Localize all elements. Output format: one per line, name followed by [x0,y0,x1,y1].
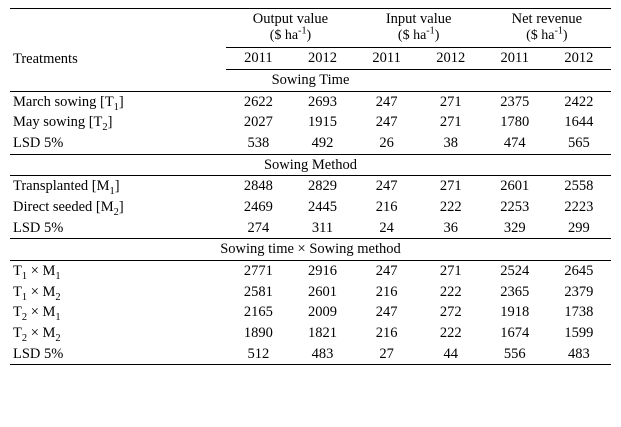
header-year-net-2011: 2011 [483,48,547,70]
row-label-t1-m2: $T_1 \times M_2$ [13,283,61,303]
cell-value: 1599 [564,324,594,341]
header-group-input-value-label: Input value [385,11,452,27]
cell-value: 216 [375,198,398,215]
cell-value: 222 [439,283,462,300]
cell-value: 2223 [564,198,594,215]
section-title-row [10,154,611,176]
cell-value: 216 [375,283,398,300]
cell-value: 1915 [308,114,337,131]
cell-value: 2253 [500,198,530,215]
table-row [10,282,611,303]
cell-value: 1918 [500,304,530,321]
row-label-transplanted: Transplanted $[M_1]$ [13,178,120,198]
header-year-output-2012: 2012 [290,48,354,70]
cell-value: 2379 [564,283,594,300]
cell-value: 483 [547,344,611,365]
cell-value: 247 [375,178,398,195]
row-label-march-sowing: March sowing $[T_1]$ [13,93,124,113]
section-title-row [10,239,611,261]
table-row [10,344,611,365]
cell-value: 2165 [243,304,273,321]
header-group-net-revenue-unit: ($ $ha^{-1}$) [526,25,568,44]
cell-value: 26 [355,133,419,154]
section-title-sowing-time: Sowing Time [10,69,611,91]
cell-value: 538 [226,133,290,154]
cell-value: 492 [290,133,354,154]
cell-value: 2027 [243,114,273,131]
cell-value: 274 [226,218,290,239]
cell-value: 36 [419,218,483,239]
table-row [10,218,611,239]
header-year-output-2011: 2011 [226,48,290,70]
table-row [10,133,611,154]
cell-value: 271 [439,178,462,195]
row-label-lsd-sowing-method: LSD 5% [10,218,226,239]
row-label-t2-m2: $T_2 \times M_2$ [13,324,61,344]
header-group-output-value-label: Output value [252,11,329,27]
cell-value: 565 [547,133,611,154]
cell-value: 271 [439,262,462,279]
cell-value: 2365 [500,283,530,300]
cell-value: 2601 [308,283,337,300]
cell-value: 2469 [243,198,273,215]
cell-value: 2422 [564,93,594,110]
cell-value: 556 [483,344,547,365]
header-year-net-2012: 2012 [547,48,611,70]
cell-value: 329 [483,218,547,239]
header-group-output-value [226,9,354,48]
cell-value: 2645 [564,262,594,279]
header-group-net-revenue [483,9,611,48]
header-year-input-2012: 2012 [419,48,483,70]
row-label-t1-m1: $T_1 \times M_1$ [13,262,61,282]
cell-value: 483 [290,344,354,365]
cell-value: 216 [375,324,398,341]
cell-value: 2771 [243,262,273,279]
cell-value: 44 [419,344,483,365]
cell-value: 247 [375,304,398,321]
cell-value: 2009 [308,304,337,321]
cell-value: 247 [375,262,398,279]
cell-value: 2848 [243,178,273,195]
cell-value: 272 [439,304,462,321]
cell-value: 474 [483,133,547,154]
table-row [10,176,611,197]
cell-value: 2693 [308,93,337,110]
cell-value: 2375 [500,93,530,110]
section-title-row [10,69,611,91]
cell-value: 2601 [500,178,530,195]
cell-value: 1780 [500,114,530,131]
cell-value: 2558 [564,178,594,195]
cell-value: 222 [439,198,462,215]
table-header-groups [10,9,611,48]
section-title-interaction: Sowing time × Sowing method [10,239,611,261]
header-group-net-revenue-label: Net revenue [511,11,583,27]
cell-value: 271 [439,114,462,131]
cell-value: 512 [226,344,290,365]
cell-value: 1738 [564,304,594,321]
section-title-sowing-method: Sowing Method [10,154,611,176]
cell-value: 311 [290,218,354,239]
cell-value: 27 [355,344,419,365]
cell-value: 271 [439,93,462,110]
cell-value: 247 [375,114,398,131]
table-row [10,112,611,133]
cell-value: 1674 [500,324,530,341]
cell-value: 247 [375,93,398,110]
table-row [10,302,611,323]
row-label-lsd-sowing-time: LSD 5% [10,133,226,154]
header-group-input-value-unit: ($ $ha^{-1}$) [397,25,440,44]
table-row [10,197,611,218]
cell-value: 2916 [308,262,337,279]
row-label-lsd-interaction: LSD 5% [10,344,226,365]
cell-value: 2581 [243,283,273,300]
cell-value: 2524 [500,262,530,279]
row-label-may-sowing: May sowing $[T_2]$ [13,114,113,134]
table-row [10,323,611,344]
row-label-t2-m1: $T_2 \times M_1$ [13,304,61,324]
cell-value: 222 [439,324,462,341]
cell-value: 299 [547,218,611,239]
cell-value: 2829 [308,178,337,195]
cell-value: 24 [355,218,419,239]
row-label-direct-seeded: Direct seeded $[M_2]$ [13,198,124,218]
cell-value: 1821 [308,324,337,341]
header-year-input-2011: 2011 [355,48,419,70]
cell-value: 2622 [243,93,273,110]
cell-value: 38 [419,133,483,154]
header-treatments: Treatments [10,9,226,70]
cell-value: 2445 [308,198,337,215]
economics-table [10,8,611,365]
table-row [10,260,611,281]
cell-value: 1644 [564,114,594,131]
cell-value: 1890 [243,324,273,341]
header-group-input-value [355,9,483,48]
table-row [10,91,611,112]
header-group-output-value-unit: ($ $ha^{-1}$) [269,25,312,44]
